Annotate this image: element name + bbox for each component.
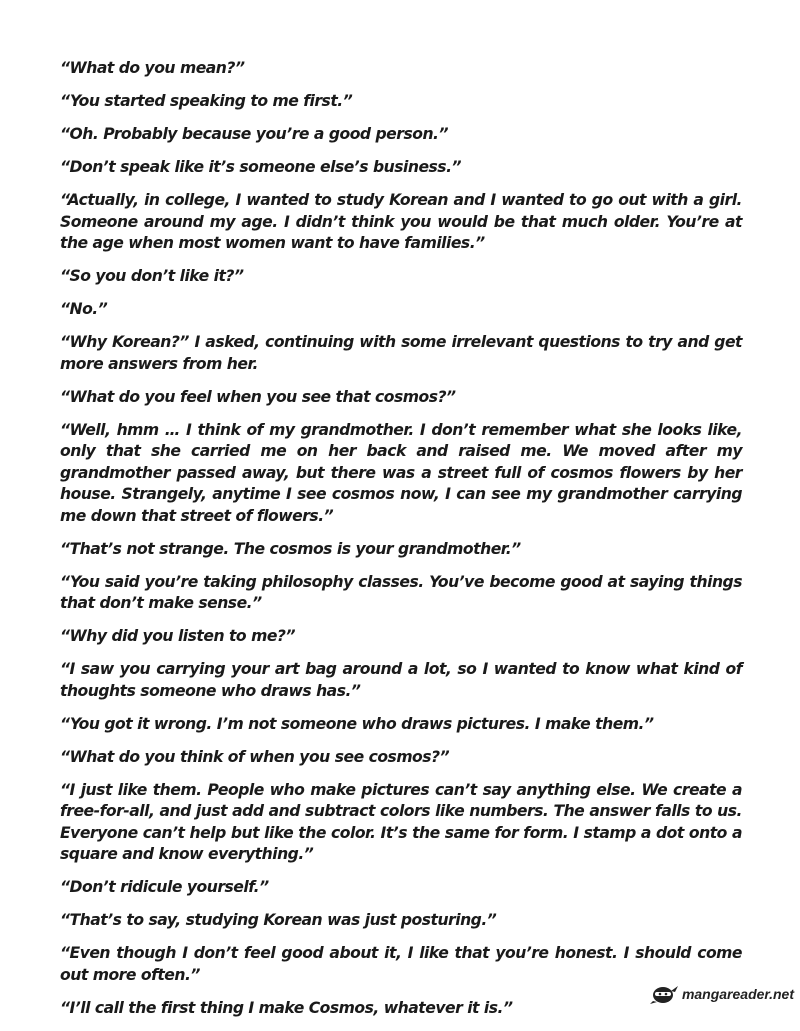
dialogue-paragraph: “You got it wrong. I’m not someone who draws pictures. I make them.” bbox=[60, 714, 654, 733]
dialogue-paragraph: “Even though I don’t feel good about it, I like that you’re honest. I should come out more often.” bbox=[60, 944, 742, 984]
dialogue-paragraph: “I just like them. People who make pictures can’t say anything else. We create a free-for-all, and just add and subtract colors like numbers. The answer falls to us. Everyone can’t help but like the color. It’s the same for form. I stamp a dot onto a square and know everything.” bbox=[60, 780, 742, 863]
site-watermark[interactable] bbox=[649, 983, 794, 1005]
dialogue-paragraph: “Oh. Probably because you’re a good person.” bbox=[60, 125, 449, 143]
dialogue-paragraph: “Don’t speak like it’s someone else’s business.” bbox=[60, 158, 462, 176]
dialogue-paragraph: “You started speaking to me first.” bbox=[60, 92, 353, 110]
watermark-text: mangareader.net bbox=[681, 986, 794, 1002]
dialogue-paragraph: “So you don’t like it?” bbox=[60, 267, 244, 285]
dialogue-paragraph: “Actually, in college, I wanted to study Korean and I wanted to go out with a girl. Someone around my age. I didn’t think you would be that much older. You’re at the age when most women want to have families.” bbox=[60, 191, 742, 252]
dialogue-paragraph: “Don’t ridicule yourself.” bbox=[60, 878, 269, 896]
story-text-page bbox=[60, 58, 742, 1031]
dialogue-paragraph: “Why did you listen to me?” bbox=[60, 627, 295, 645]
dialogue-paragraph: “Why Korean?” I asked, continuing with some irrelevant questions to try and get more answers from her. bbox=[60, 333, 742, 373]
dialogue-paragraph: “What do you think of when you see cosmos?” bbox=[60, 747, 450, 766]
dialogue-paragraph: “No.” bbox=[60, 300, 108, 318]
dialogue-paragraph: “That’s to say, studying Korean was just posturing.” bbox=[60, 911, 497, 929]
dialogue-paragraph: “That’s not strange. The cosmos is your grandmother.” bbox=[60, 539, 521, 558]
dialogue-paragraph: “I saw you carrying your art bag around a lot, so I wanted to know what kind of thoughts someone who draws has.” bbox=[60, 660, 742, 700]
dialogue-paragraph: “You said you’re taking philosophy classes. You’ve become good at saying things that don’t make sense.” bbox=[60, 572, 742, 612]
dialogue-paragraph: “What do you mean?” bbox=[60, 59, 245, 77]
dialogue-paragraph: “What do you feel when you see that cosmos?” bbox=[60, 387, 456, 406]
ninja-mascot-icon bbox=[649, 983, 679, 1005]
dialogue-paragraph: “Well, hmm … I think of my grandmother. I don’t remember what she looks like, only that she carried me on her back and raised me. We moved after my grandmother passed away, but there was a street full of cosmos flowers by her house. Strangely, anytime I see cosmos now, I can see my grandmother carrying me down that street of flowers.” bbox=[60, 420, 742, 525]
dialogue-paragraph: “I’ll call the first thing I make Cosmos, whatever it is.” bbox=[60, 998, 513, 1017]
